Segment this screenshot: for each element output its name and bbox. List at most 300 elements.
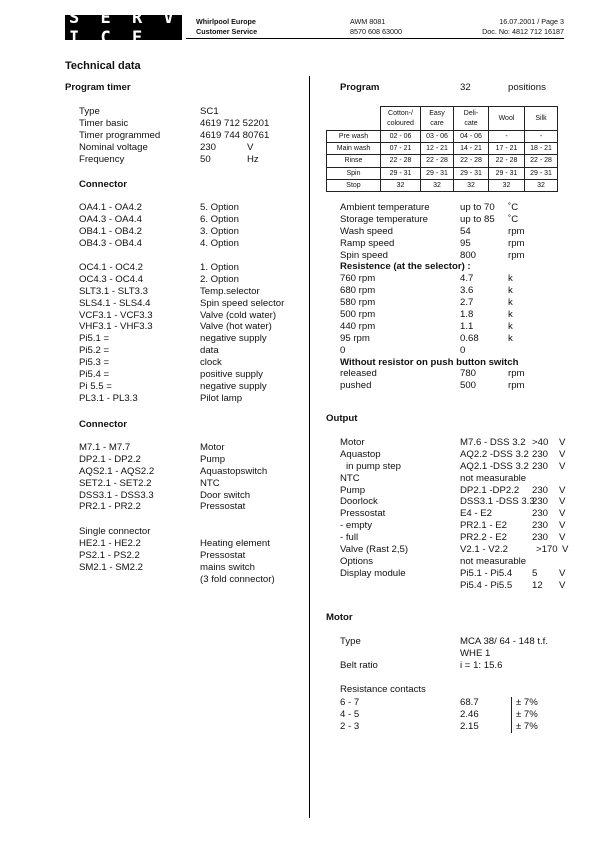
header-code: 8570 608 63000 xyxy=(350,26,402,36)
table-cell: 22 - 28 xyxy=(525,155,558,167)
push-unit: rpm xyxy=(508,368,525,380)
col-line: care xyxy=(430,119,444,127)
pt-unit: Hz xyxy=(247,153,259,165)
output-row xyxy=(340,520,570,532)
output-terminals: PR2.1 - E2 xyxy=(460,520,507,532)
col-line: Cotton-/ xyxy=(388,109,413,117)
contact-value: 2.15 xyxy=(460,720,479,732)
table-cell: 22 - 28 xyxy=(421,155,454,167)
connector-pin: DSS3.1 - DSS3.3 xyxy=(79,489,154,501)
header-company-block xyxy=(196,17,257,36)
connector-row xyxy=(79,214,304,226)
resistance-value: 3.6 xyxy=(460,285,474,297)
connector-pin: PS2.1 - PS2.2 xyxy=(79,549,140,561)
output-unit: V xyxy=(562,544,569,556)
output-unit: V xyxy=(559,579,566,591)
output-terminals: Pi5.1 - Pi5.4 xyxy=(460,567,513,579)
push-row xyxy=(340,368,570,380)
output-terminals: Pi5.4 - Pi5.5 xyxy=(460,579,513,591)
resistance-row xyxy=(340,309,570,321)
spec-value: up to 70 xyxy=(460,202,495,213)
resistance-value: 2.7 xyxy=(460,297,474,309)
connector-function: NTC xyxy=(200,477,220,489)
resistance-unit: k xyxy=(508,285,513,297)
pt-value: 4619 744 80761 xyxy=(200,129,270,141)
resistance-row xyxy=(340,345,570,357)
resistance-unit: k xyxy=(508,273,513,285)
resistance-value: 1.1 xyxy=(460,320,474,332)
output-label: Motor xyxy=(340,437,365,448)
header-model-block xyxy=(350,17,402,36)
connector-function: positive supply xyxy=(200,369,263,381)
output-voltage: 230 xyxy=(532,508,549,520)
connector-function: 6. Option xyxy=(200,213,239,225)
connector-function: 4. Option xyxy=(200,237,239,249)
table-cell: 32 xyxy=(525,179,558,191)
push-heading-row xyxy=(340,357,570,369)
connector-option-list xyxy=(79,202,304,250)
connector-pin: SM2.1 - SM2.2 xyxy=(79,561,143,573)
output-voltage: 12 xyxy=(532,579,543,591)
connector-pin: SET2.1 - SET2.2 xyxy=(79,477,152,489)
output-row xyxy=(340,556,570,568)
output-label: - empty xyxy=(340,520,372,532)
output-voltage: 5 xyxy=(532,567,538,579)
motor-heading: Motor xyxy=(326,612,353,623)
output-label: Pressostat xyxy=(340,508,386,520)
output-voltage: 230 xyxy=(532,460,549,472)
output-label: Doorlock xyxy=(340,496,378,508)
resistance-contacts-table xyxy=(340,697,570,733)
output-voltage: 230 xyxy=(532,484,549,496)
connector-row xyxy=(79,501,304,513)
connector-row xyxy=(79,274,304,286)
output-terminals: AQ2.2 -DSS 3.2 xyxy=(460,448,529,460)
spec-label: Wash speed xyxy=(340,225,393,237)
output-row xyxy=(340,473,570,485)
program-unit: positions xyxy=(508,82,546,93)
connector-row xyxy=(79,466,304,478)
connector-row xyxy=(79,286,304,298)
belt-ratio-value: i = 1: 15.6 xyxy=(460,659,503,671)
program-timer-table xyxy=(79,106,304,165)
col-line: Wool xyxy=(498,114,515,122)
contact-row xyxy=(340,697,570,709)
connector-signal-list xyxy=(79,262,304,405)
connector-row xyxy=(79,454,304,466)
connector-pin: OB4.1 - OB4.2 xyxy=(79,225,142,237)
contact-row xyxy=(340,721,570,733)
output-label: Options xyxy=(340,555,374,567)
resistance-speed: 0 xyxy=(340,344,346,356)
output-row xyxy=(340,449,570,461)
contact-tolerance: ± 7% xyxy=(511,697,538,709)
output-unit: V xyxy=(559,532,566,544)
contact-tolerance: ± 7% xyxy=(511,709,538,721)
connector-function: 3. Option xyxy=(200,225,239,237)
program-table xyxy=(326,106,558,192)
connector-pin: Pi5.4 = xyxy=(79,369,110,381)
output-label: Valve (Rast 2,5) xyxy=(340,544,409,556)
ambient-specs xyxy=(340,202,570,392)
output-label: - full xyxy=(340,532,359,544)
output-voltage: 230 xyxy=(532,520,549,532)
spec-unit: rpm xyxy=(508,225,525,237)
connector-pin: OA4.3 - OA4.4 xyxy=(79,213,142,225)
connector-function: negative supply xyxy=(200,333,267,345)
output-terminals: M7.6 - DSS 3.2 xyxy=(460,437,526,448)
spec-row xyxy=(340,238,570,250)
page-title: Technical data xyxy=(65,60,141,72)
output-row xyxy=(340,496,570,508)
header-model: AWM 8081 xyxy=(350,17,386,26)
table-cell: 32 xyxy=(454,179,489,191)
program-timer-heading: Program timer xyxy=(65,82,131,93)
table-cell: 29 - 31 xyxy=(489,167,525,179)
table-cell: 12 - 21 xyxy=(421,143,454,155)
pt-label: Timer programmed xyxy=(79,129,161,141)
connector-pin: SLS4.1 - SLS4.4 xyxy=(79,297,151,309)
output-label: Aquastop xyxy=(340,448,381,460)
output-voltage: 230 xyxy=(532,496,549,508)
output-row xyxy=(340,461,570,473)
resistance-unit: k xyxy=(508,320,513,332)
connector-pin: OC4.1 - OC4.2 xyxy=(79,262,143,273)
connector-function: Motor xyxy=(200,442,225,453)
resistance-unit: k xyxy=(508,309,513,321)
table-cell: 32 xyxy=(421,179,454,191)
push-unit: rpm xyxy=(508,380,525,392)
program-table-col xyxy=(381,107,421,131)
connector-function: 2. Option xyxy=(200,273,239,285)
resistance-row xyxy=(340,273,570,285)
program-timer-row xyxy=(79,106,304,118)
header-company: Whirlpool Europe xyxy=(196,17,256,26)
output-terminals: not measurable xyxy=(460,555,527,567)
contact-value: 68.7 xyxy=(460,697,479,708)
output-table xyxy=(340,437,570,592)
connector-function: Pressostat xyxy=(200,501,246,513)
connector-function: negative supply xyxy=(200,380,267,392)
output-terminals: AQ2.1 -DSS 3.2 xyxy=(460,460,529,472)
connector-row xyxy=(79,550,304,562)
connector-pin: VHF3.1 - VHF3.3 xyxy=(79,321,153,333)
pt-value: 4619 712 52201 xyxy=(200,117,270,129)
connector-pin: AQS2.1 - AQS2.2 xyxy=(79,465,155,477)
table-cell: 32 xyxy=(489,179,525,191)
resistance-speed: 760 rpm xyxy=(340,273,376,285)
motor-row xyxy=(340,636,570,648)
connector-function: clock xyxy=(200,357,222,369)
spec-unit: rpm xyxy=(508,237,525,249)
single-connector-heading: Single connector xyxy=(79,526,151,537)
connector-pin: OA4.1 - OA4.2 xyxy=(79,202,142,213)
output-unit: V xyxy=(559,567,566,579)
connector-function: 5. Option xyxy=(200,202,239,213)
header-docno: Doc. No: 4812 712 16187 xyxy=(482,26,564,36)
output-terminals: V2.1 - V2.2 xyxy=(460,544,508,556)
output-row xyxy=(340,580,570,592)
program-table-row xyxy=(327,131,558,143)
resistance-speed: 500 rpm xyxy=(340,309,376,321)
connector-function: Valve (hot water) xyxy=(200,321,272,333)
connector-pin: Pi5.3 = xyxy=(79,357,110,369)
program-timer-row xyxy=(79,154,304,166)
table-cell: 29 - 31 xyxy=(381,167,421,179)
program-timer-row xyxy=(79,130,304,142)
output-unit: V xyxy=(559,484,566,496)
connector-function: Pressostat xyxy=(200,549,246,561)
output-row xyxy=(340,544,570,556)
push-heading: Without resistor on push button switch xyxy=(340,356,519,368)
output-unit: V xyxy=(559,496,566,508)
connector-row xyxy=(79,226,304,238)
program-table-col xyxy=(525,107,558,131)
output-label: Pump xyxy=(340,484,366,496)
spec-unit: rpm xyxy=(508,249,525,261)
connector-pin: SLT3.1 - SLT3.3 xyxy=(79,285,148,297)
output-unit: V xyxy=(559,460,566,472)
push-label: pushed xyxy=(340,380,372,392)
contact-pins: 4 - 5 xyxy=(340,708,360,720)
program-table-row xyxy=(327,155,558,167)
connector-row xyxy=(79,238,304,250)
spec-value: up to 85 xyxy=(460,213,495,225)
row-label: Rinse xyxy=(327,155,381,167)
table-cell: 32 xyxy=(381,179,421,191)
resistance-value: 4.7 xyxy=(460,273,474,285)
program-count: 32 xyxy=(460,82,471,93)
pt-value: 50 xyxy=(200,153,211,165)
output-voltage: >40 xyxy=(532,437,549,448)
program-timer-row xyxy=(79,142,304,154)
motor-row xyxy=(340,648,570,660)
output-terminals: not measurable xyxy=(460,472,527,484)
connector-row xyxy=(79,202,304,214)
connector-pin: Pi 5.5 = xyxy=(79,380,112,392)
program-table-row xyxy=(327,167,558,179)
output-terminals: E4 - E2 xyxy=(460,508,492,520)
pt-label: Type xyxy=(79,106,100,117)
resistance-row xyxy=(340,321,570,333)
motor-type-value: MCA 38/ 64 - 148 t.f. xyxy=(460,636,548,647)
resistance-unit: k xyxy=(508,297,513,309)
connector-heading: Connector xyxy=(79,179,127,190)
output-unit: V xyxy=(559,508,566,520)
motor-type-value-2: WHE 1 xyxy=(460,647,491,659)
col-line: cate xyxy=(464,119,478,127)
table-cell: 18 - 21 xyxy=(525,143,558,155)
resistance-heading-row xyxy=(340,261,570,273)
resistance-row xyxy=(340,285,570,297)
connector-pin: PR2.1 - PR2.2 xyxy=(79,501,141,513)
service-label: S E R V I C E xyxy=(69,7,180,48)
spec-row xyxy=(340,202,570,214)
col-line: coloured xyxy=(387,119,414,127)
output-row xyxy=(340,568,570,580)
connector-row xyxy=(79,574,304,586)
connector-function: Pilot lamp xyxy=(200,392,243,404)
spec-value: 800 xyxy=(460,249,477,261)
spec-label: Ramp speed xyxy=(340,237,395,249)
row-label: Main wash xyxy=(327,143,381,155)
program-table-row xyxy=(327,179,558,191)
belt-ratio-label: Belt ratio xyxy=(340,659,378,671)
resistance-heading: Resistence (at the selector) : xyxy=(340,261,471,273)
push-value: 500 xyxy=(460,380,477,392)
col-line: Silk xyxy=(535,114,547,122)
connector-2-heading: Connector xyxy=(79,419,127,430)
connector-function: (3 fold connector) xyxy=(200,573,275,585)
motor-type-label: Type xyxy=(340,636,361,647)
pt-value: SC1 xyxy=(200,106,219,117)
connector-pin: VCF3.1 - VCF3.3 xyxy=(79,309,153,321)
connector-function: Spin speed selector xyxy=(200,297,285,309)
output-voltage: 230 xyxy=(532,532,549,544)
spec-unit: ˚C xyxy=(508,213,519,225)
program-table-col xyxy=(421,107,454,131)
program-table-col xyxy=(489,107,525,131)
header-dept: Customer Service xyxy=(196,26,258,36)
resistance-value: 0.68 xyxy=(460,332,479,344)
output-row xyxy=(340,437,570,449)
output-unit: V xyxy=(559,448,566,460)
connector-function: data xyxy=(200,345,219,357)
connector-pin: HE2.1 - HE2.2 xyxy=(79,538,141,549)
output-row xyxy=(340,508,570,520)
table-cell: - xyxy=(525,131,558,143)
table-cell: 14 - 21 xyxy=(454,143,489,155)
connector-function: Temp.selector xyxy=(200,285,260,297)
program-table-col xyxy=(454,107,489,131)
connector-pin: OC4.3 - OC4.4 xyxy=(79,273,143,285)
connector-row xyxy=(79,369,304,381)
table-cell: - xyxy=(489,131,525,143)
connector-row xyxy=(79,538,304,550)
connector-pin: DP2.1 - DP2.2 xyxy=(79,453,141,465)
output-voltage: >170 xyxy=(536,544,558,556)
connector-function: 1. Option xyxy=(200,262,239,273)
table-cell: 22 - 28 xyxy=(381,155,421,167)
connector-function: mains switch xyxy=(200,561,255,573)
row-label: Pre wash xyxy=(327,131,381,143)
table-cell: 02 - 06 xyxy=(381,131,421,143)
connector-row xyxy=(79,345,304,357)
resistance-contacts-heading: Resistance contacts xyxy=(340,684,426,695)
header-doc-block xyxy=(472,17,564,36)
connector-row xyxy=(79,393,304,405)
col-line: Easy xyxy=(429,109,445,117)
table-cell: 17 - 21 xyxy=(489,143,525,155)
connector-function: Door switch xyxy=(200,489,251,501)
single-connector-list xyxy=(79,538,304,586)
output-terminals: DSS3.1 -DSS 3.3 xyxy=(460,496,535,508)
connector-row xyxy=(79,310,304,322)
header-date-page: 16.07.2001 / Page 3 xyxy=(499,17,564,26)
row-label: Spin xyxy=(327,167,381,179)
spec-label: Ambient temperature xyxy=(340,202,430,213)
output-unit: V xyxy=(559,437,566,448)
connector-function: Pump xyxy=(200,453,226,465)
output-row xyxy=(340,532,570,544)
resistance-row xyxy=(340,297,570,309)
connector-row xyxy=(79,333,304,345)
pt-unit: V xyxy=(247,141,254,153)
resistance-speed: 440 rpm xyxy=(340,320,376,332)
program-table-row xyxy=(327,143,558,155)
pt-label: Timer basic xyxy=(79,117,129,129)
connector-row xyxy=(79,262,304,274)
spec-row xyxy=(340,226,570,238)
table-cell: 22 - 28 xyxy=(454,155,489,167)
connector-row xyxy=(79,321,304,333)
table-cell: 03 - 06 xyxy=(421,131,454,143)
output-label: in pump step xyxy=(346,460,401,472)
connector-row xyxy=(79,478,304,490)
output-voltage: 230 xyxy=(532,448,549,460)
program-heading: Program xyxy=(340,82,380,93)
spec-unit: ˚C xyxy=(508,202,519,213)
connector-function: Heating element xyxy=(200,538,270,549)
pt-value: 230 xyxy=(200,141,217,153)
program-timer-row xyxy=(79,118,304,130)
resistance-speed: 580 rpm xyxy=(340,297,376,309)
connector-pin: M7.1 - M7.7 xyxy=(79,442,131,453)
resistance-value: 0 xyxy=(460,344,466,356)
table-cell: 29 - 31 xyxy=(421,167,454,179)
connector-pin: Pi5.2 = xyxy=(79,345,110,357)
connector-row xyxy=(79,357,304,369)
header-rule xyxy=(186,38,564,39)
spec-row xyxy=(340,214,570,226)
spec-label: Spin speed xyxy=(340,249,389,261)
spec-label: Storage temperature xyxy=(340,213,428,225)
program-table-corner xyxy=(327,107,381,131)
push-row xyxy=(340,380,570,392)
table-cell: 22 - 28 xyxy=(489,155,525,167)
connector-component-list xyxy=(79,442,304,513)
table-cell: 29 - 31 xyxy=(454,167,489,179)
connector-row xyxy=(79,381,304,393)
connector-row xyxy=(79,442,304,454)
connector-pin: PL3.1 - PL3.3 xyxy=(79,392,138,404)
col-line: Deli- xyxy=(463,109,479,117)
output-unit: V xyxy=(559,520,566,532)
contact-pins: 2 - 3 xyxy=(340,720,360,732)
contact-row xyxy=(340,709,570,721)
output-terminals: DP2.1 -DP2.2 xyxy=(460,484,520,496)
motor-row xyxy=(340,660,570,672)
resistance-unit: k xyxy=(508,332,513,344)
output-row xyxy=(340,485,570,497)
program-table-header xyxy=(327,107,558,131)
table-cell: 29 - 31 xyxy=(525,167,558,179)
connector-row xyxy=(79,562,304,574)
spec-value: 54 xyxy=(460,225,471,237)
table-cell: 04 - 06 xyxy=(454,131,489,143)
connector-row xyxy=(79,490,304,502)
connector-function: Aquastopswitch xyxy=(200,465,268,477)
connector-pin: OB4.3 - OB4.4 xyxy=(79,237,142,249)
table-cell: 07 - 21 xyxy=(381,143,421,155)
contact-value: 2.46 xyxy=(460,708,479,720)
push-value: 780 xyxy=(460,368,477,380)
pt-label: Nominal voltage xyxy=(79,141,148,153)
resistance-value: 1.8 xyxy=(460,309,474,321)
connector-row xyxy=(79,298,304,310)
spec-row xyxy=(340,250,570,262)
service-banner xyxy=(65,7,182,48)
